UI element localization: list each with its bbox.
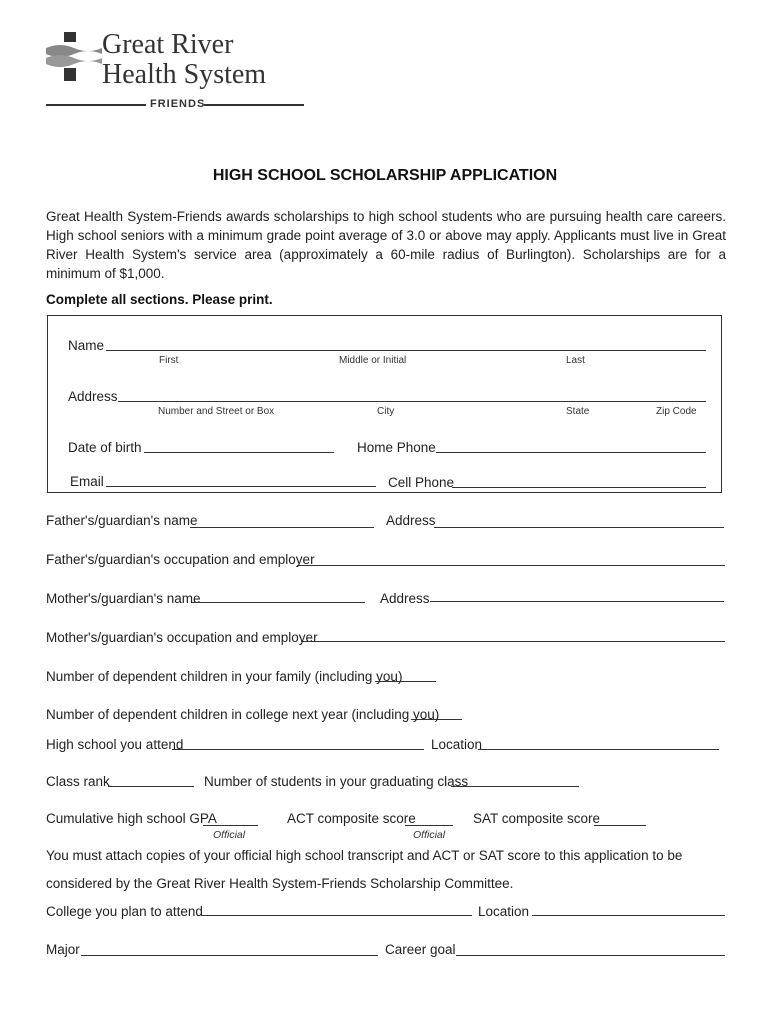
home-phone-field[interactable]: [436, 452, 706, 453]
father-address-field[interactable]: [434, 527, 724, 528]
name-field[interactable]: [106, 350, 706, 351]
address-label: Address: [68, 389, 118, 404]
logo-line-2: Health System: [102, 59, 267, 90]
father-name-label: Father's/guardian's name: [46, 513, 198, 528]
father-occupation-field[interactable]: [297, 565, 725, 566]
home-phone-label: Home Phone: [357, 440, 436, 455]
cell-phone-label: Cell Phone: [388, 475, 455, 490]
act-official-caption: Official: [413, 829, 446, 841]
hs-location-label: Location: [431, 737, 483, 752]
logo: [44, 30, 306, 112]
sat-field[interactable]: [594, 825, 646, 826]
email-label: Email: [70, 474, 104, 489]
logo-line-1: Great River: [102, 29, 234, 60]
father-name-field[interactable]: [190, 527, 374, 528]
career-goal-label: Career goal: [385, 942, 456, 957]
mother-occupation-field[interactable]: [301, 641, 725, 642]
dob-label: Date of birth: [68, 440, 142, 455]
act-label: ACT composite score: [287, 811, 416, 826]
dependents-college-field[interactable]: [411, 719, 462, 720]
mother-occupation-label: Mother's/guardian's occupation and employer: [46, 630, 318, 645]
address-zip-caption: Zip Code: [656, 406, 697, 417]
gpa-field[interactable]: [203, 825, 258, 826]
sat-label: SAT composite score: [473, 811, 601, 826]
high-school-field[interactable]: [172, 749, 424, 750]
grad-class-label: Number of students in your graduating class: [204, 774, 469, 789]
cell-phone-field[interactable]: [452, 487, 706, 488]
address-field[interactable]: [118, 401, 706, 402]
grad-class-field[interactable]: [451, 786, 579, 787]
career-goal-field[interactable]: [456, 955, 725, 956]
act-field[interactable]: [405, 825, 453, 826]
class-rank-label: Class rank: [46, 774, 110, 789]
instructions: Complete all sections. Please print.: [46, 292, 273, 307]
dob-field[interactable]: [144, 452, 334, 453]
high-school-label: High school you attend: [46, 737, 184, 752]
dependents-field[interactable]: [375, 681, 436, 682]
dependents-label: Number of dependent children in your family (including you): [46, 669, 403, 684]
father-address-label: Address: [386, 513, 436, 528]
major-field[interactable]: [81, 955, 378, 956]
name-middle-caption: Middle or Initial: [339, 355, 407, 366]
personal-info-box: [47, 315, 722, 493]
college-field[interactable]: [202, 915, 472, 916]
dependents-college-label: Number of dependent children in college next year (including you): [46, 707, 440, 722]
logo-tag: FRIENDS: [150, 98, 206, 110]
major-label: Major: [46, 942, 80, 957]
class-rank-field[interactable]: [108, 786, 194, 787]
email-field[interactable]: [106, 486, 376, 487]
name-label: Name: [68, 338, 105, 353]
name-first-caption: First: [159, 355, 179, 366]
gpa-label: Cumulative high school GPA: [46, 811, 217, 826]
intro-paragraph: Great Health System-Friends awards scholarships to high school students who are pursuing health care careers. High school seniors with a minimum grade point average of 3.0 or above may apply. Applicants must live in Great River Health System's service area (approximately a 60-mile radius of Burlington). Scholarships are for a minimum of $1,000.: [46, 209, 726, 281]
mother-address-label: Address: [380, 591, 430, 606]
gpa-official-caption: Official: [213, 829, 246, 841]
mother-address-field[interactable]: [430, 601, 724, 602]
address-street-caption: Number and Street or Box: [158, 406, 275, 417]
attach-note-line-1: You must attach copies of your official high school transcript and ACT or SAT score to this application to be: [46, 848, 683, 863]
college-location-field[interactable]: [532, 915, 725, 916]
college-label: College you plan to attend: [46, 904, 203, 919]
logo-rule-left: [46, 104, 146, 106]
hs-location-field[interactable]: [478, 749, 719, 750]
father-occupation-label: Father's/guardian's occupation and employer: [46, 552, 315, 567]
mother-name-field[interactable]: [192, 602, 365, 603]
mother-name-label: Mother's/guardian's name: [46, 591, 201, 606]
college-location-label: Location: [478, 904, 530, 919]
page-title: HIGH SCHOOL SCHOLARSHIP APPLICATION: [212, 167, 558, 184]
logo-rule-right: [204, 104, 304, 106]
attach-note-line-2: considered by the Great River Health System-Friends Scholarship Committee.: [46, 876, 514, 891]
logo-mark-icon: [44, 30, 104, 86]
address-city-caption: City: [377, 406, 395, 417]
name-last-caption: Last: [566, 355, 585, 366]
address-state-caption: State: [566, 406, 590, 417]
